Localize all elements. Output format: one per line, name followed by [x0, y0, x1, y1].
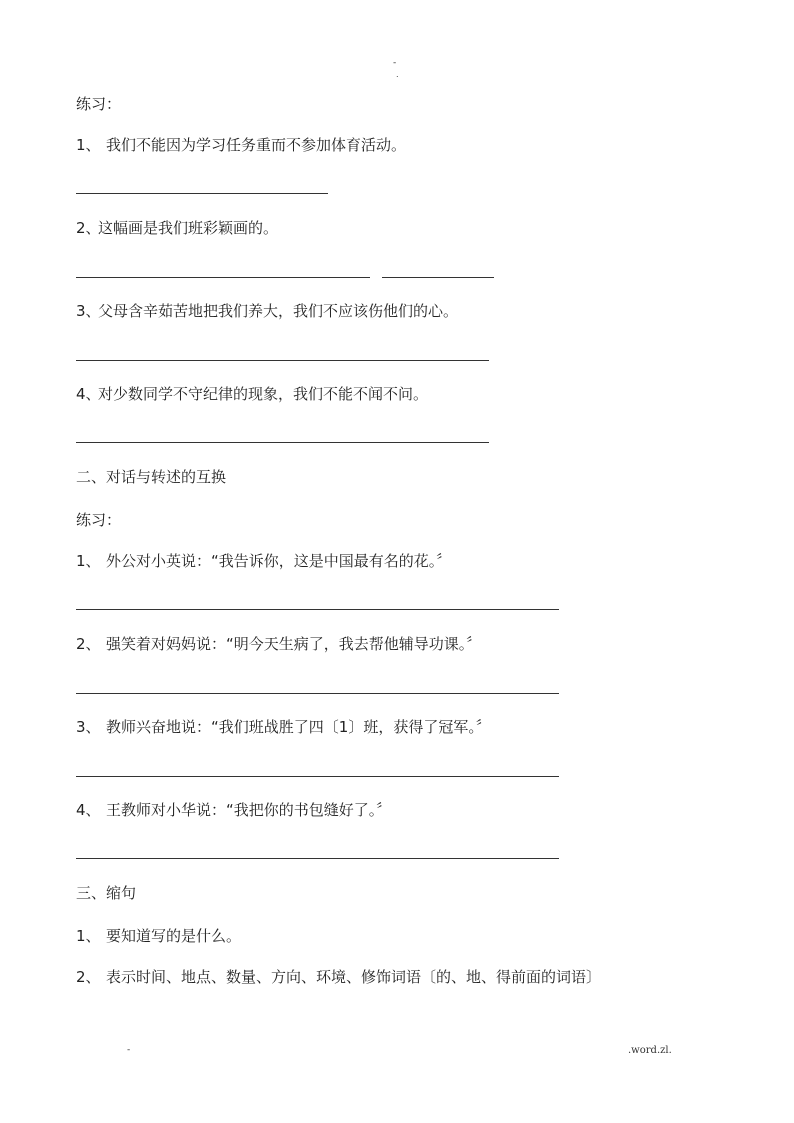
- exercise-1-4: [76, 384, 428, 404]
- footer-dash: -: [127, 1045, 131, 1055]
- answer-line[interactable]: [76, 609, 559, 610]
- heading-number: 二、: [76, 468, 107, 486]
- shrink-rule-2: [76, 967, 601, 987]
- item-text: 我们不能因为学习任务重而不参加体育活动。: [106, 136, 407, 154]
- item-number: 4、: [76, 385, 101, 403]
- item-number: 3、: [76, 302, 101, 320]
- answer-line[interactable]: [76, 360, 489, 361]
- header-dot: .: [396, 70, 399, 79]
- item-number: 1、: [76, 927, 101, 945]
- exercise-2-3: [76, 717, 491, 737]
- answer-line[interactable]: [76, 693, 559, 694]
- answer-line[interactable]: [76, 858, 559, 859]
- item-text: 对少数同学不守纪律的现象，我们不能不闻不问。: [98, 385, 429, 403]
- item-text: 父母含辛茹苦地把我们养大，我们不应该伤他们的心。: [98, 302, 459, 320]
- item-text: 教师兴奋地说：“我们班战胜了四〔1〕班，获得了冠军。〞: [106, 718, 491, 736]
- item-number: 3、: [76, 718, 101, 736]
- item-text: 这幅画是我们班彩颖画的。: [98, 219, 279, 237]
- footer-watermark: .word.zl.: [628, 1045, 672, 1056]
- item-text: 王教师对小华说：“我把你的书包缝好了。〞: [106, 801, 392, 819]
- item-number: 4、: [76, 801, 101, 819]
- answer-line[interactable]: [382, 277, 494, 278]
- exercise-1-1: [76, 135, 406, 155]
- exercise-2-1: [76, 551, 451, 571]
- item-number: 2、: [76, 219, 101, 237]
- practice-label-2: 练习：: [76, 511, 122, 529]
- exercise-2-4: [76, 800, 391, 820]
- answer-line[interactable]: [76, 442, 489, 443]
- exercise-1-2: [76, 218, 278, 238]
- item-number: 1、: [76, 136, 101, 154]
- item-text: 外公对小英说：“我告诉你，这是中国最有名的花。〞: [106, 552, 452, 570]
- item-text: 强笑着对妈妈说：“明今天生病了，我去帮他辅导功课。〞: [106, 635, 482, 653]
- item-number: 1、: [76, 552, 101, 570]
- exercise-2-2: [76, 634, 481, 654]
- shrink-rule-1: [76, 926, 241, 946]
- answer-line[interactable]: [76, 776, 559, 777]
- item-number: 2、: [76, 635, 101, 653]
- heading-text: 缩句: [106, 884, 137, 902]
- practice-label-1: 练习：: [76, 95, 122, 113]
- header-dash: -: [393, 58, 397, 68]
- item-text: 表示时间、地点、数量、方向、环境、修饰词语〔的、地、得前面的词语〕: [106, 968, 602, 986]
- heading-number: 三、: [76, 884, 107, 902]
- answer-line[interactable]: [76, 277, 370, 278]
- answer-line[interactable]: [76, 193, 328, 194]
- section-heading-3: [76, 883, 136, 903]
- heading-text: 对话与转述的互换: [106, 468, 227, 486]
- section-heading-2: [76, 467, 226, 487]
- item-text: 要知道写的是什么。: [106, 927, 242, 945]
- item-number: 2、: [76, 968, 101, 986]
- exercise-1-3: [76, 301, 458, 321]
